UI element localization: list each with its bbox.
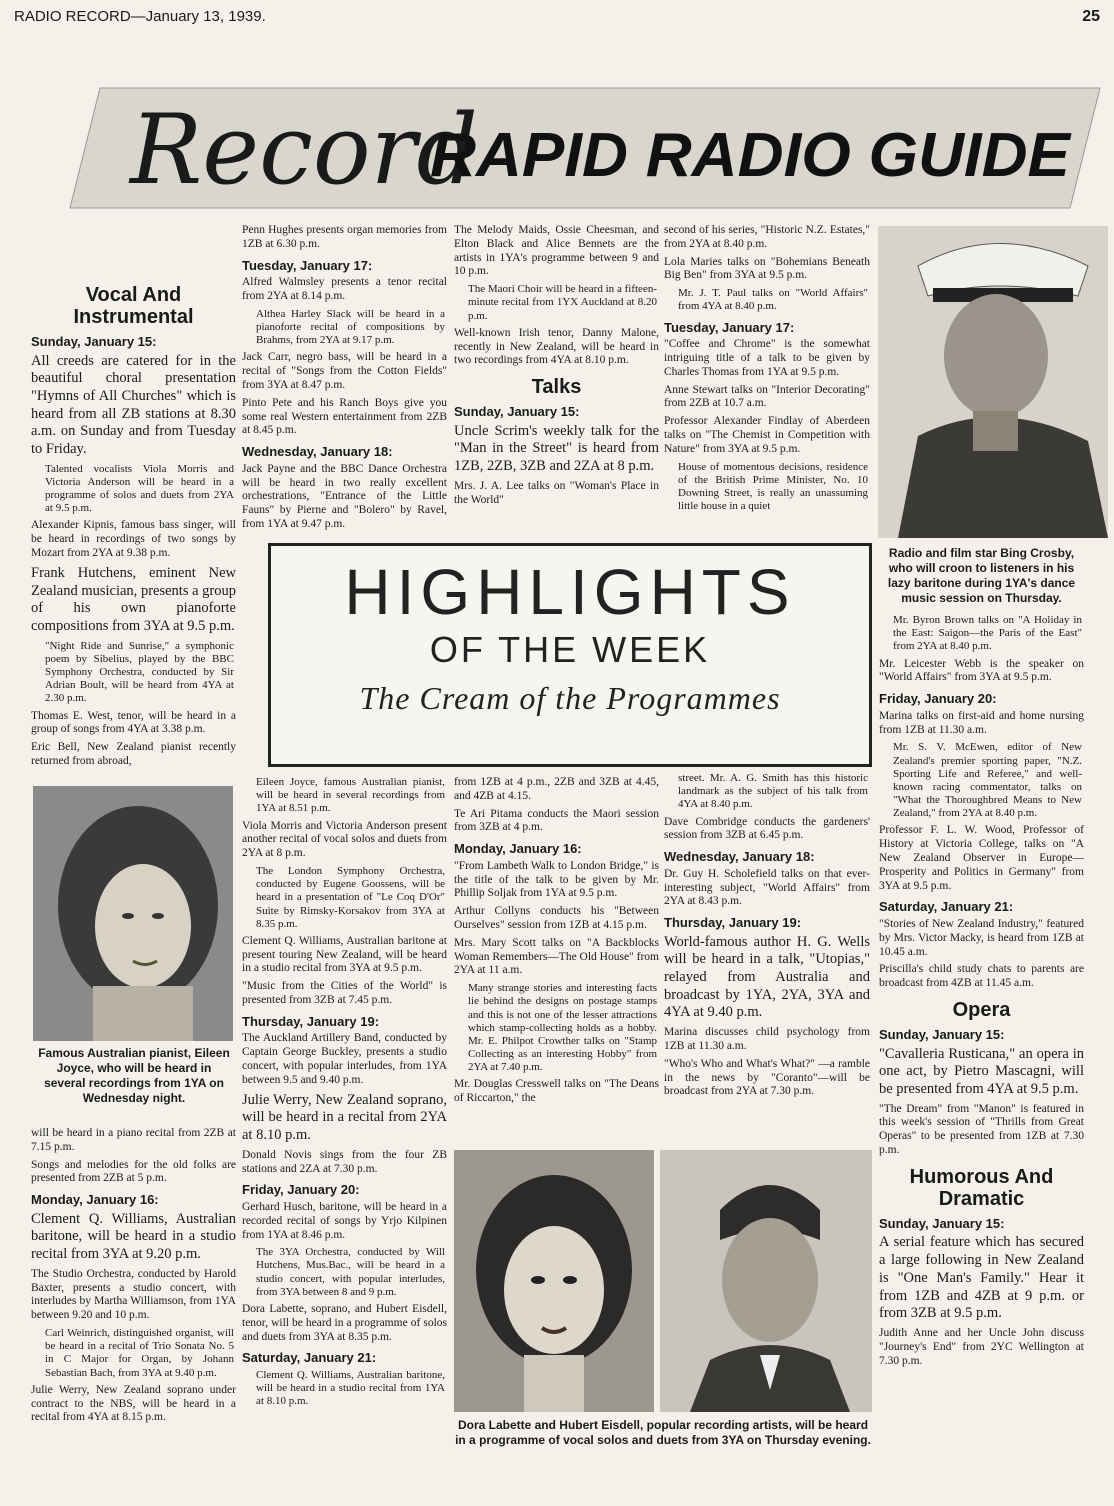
section-heading-opera: Opera	[952, 999, 1011, 1022]
paragraph: second of his series, "Historic N.Z. Estates," from 2YA at 8.40 p.m.	[664, 224, 870, 250]
banner-script: Record	[130, 94, 478, 206]
masthead-banner	[60, 58, 1110, 228]
photo-bing-crosby	[878, 226, 1108, 538]
paragraph: "Music from the Cities of the World" is presented from 3ZB at 7.45 p.m.	[242, 980, 447, 1007]
paragraph: Uncle Scrim's weekly talk for the "Man in the Street" is heard from 1ZB, 2ZB, 3ZB and 2ZA at 8 p.m.	[454, 422, 659, 475]
paragraph: Carl Weinrich, distinguished organist, will be heard in a recital of Trio Sonata No. 5 in C Major for Organ, by Johann Sebastian Bach, from 3YA at 9.40 p.m.	[45, 1327, 234, 1379]
paragraph: Eileen Joyce, famous Australian pianist, will be heard in several recordings from 1YA at 8.51 p.m.	[256, 776, 445, 815]
paragraph: "Cavalleria Rusticana," an opera in one act, by Pietro Mascagni, will be presented from 4YA at 9.5 p.m.	[879, 1045, 1084, 1097]
paragraph: The Maori Choir will be heard in a fifteen-minute recital from 1YX Auckland at 8.20 p.m.	[468, 283, 657, 322]
paragraph: Clement Q. Williams, Australian baritone, will be heard in a studio recital from 1YA at 8.10 p.m.	[256, 1369, 445, 1408]
day-heading: Friday, January 20:	[242, 1182, 360, 1198]
paragraph: World-famous author H. G. Wells will be heard in a talk, "Utopias," relayed from Australia and broadcast by 1YA, 2YA, 3YA and 4YA at 9.40 p.m.	[664, 933, 870, 1021]
banner-title: RAPID RADIO GUIDE	[430, 121, 1072, 190]
paragraph: Jack Carr, negro bass, will be heard in a recital of "Songs from the Cotton Fields" from 3YA at 8.47 p.m.	[242, 351, 447, 391]
paragraph: "Who's Who and What's What?" —a ramble in the news by "Coranto"—will be broadcast from 2YA at 7.30 p.m.	[664, 1057, 870, 1098]
day-heading: Monday, January 16:	[454, 841, 582, 857]
day-heading: Sunday, January 15:	[879, 1215, 1005, 1231]
highlights-subtitle: OF THE WEEK	[429, 629, 711, 670]
paragraph: Donald Novis sings from the four ZB stations and 2ZA at 7.30 p.m.	[242, 1148, 447, 1175]
day-heading: Tuesday, January 17:	[242, 257, 373, 273]
paragraph: Professor Alexander Findlay of Aberdeen talks on "The Chemist in Competition with Nature" from 3YA at 9.5 p.m.	[664, 415, 870, 455]
day-heading: Saturday, January 21:	[242, 1350, 377, 1366]
page-header	[14, 8, 1100, 28]
highlights-title: HIGHLIGHTS	[344, 556, 796, 628]
paragraph: "Coffee and Chrome" is the somewhat intriguing title of a talk to be given by Charles Thomas from 1YA at 9.5 p.m.	[664, 338, 870, 378]
paragraph: Marina talks on first-aid and home nursing from 1ZB at 11.30 a.m.	[879, 709, 1084, 736]
paragraph: Mr. J. T. Paul talks on "World Affairs" from 4YA at 8.40 p.m.	[678, 287, 868, 313]
highlights-tagline: The Cream of the Programmes	[359, 680, 781, 716]
paragraph: Marina discusses child psychology from 1ZB at 11.30 a.m.	[664, 1026, 870, 1052]
paragraph: The 3YA Orchestra, conducted by Will Hutchens, Mus.Bac., will be heard in a studio concert, with popular interludes, from 3YA between 8 and 9 p.m.	[256, 1246, 445, 1298]
paragraph: from 1ZB at 4 p.m., 2ZB and 3ZB at 4.45, and 4ZB at 4.15.	[454, 776, 659, 802]
section-heading-humorous: Humorous And Dramatic	[909, 1165, 1054, 1210]
paragraph: Judith Anne and her Uncle John discuss "Journey's End" from 2YC Wellington at 7.30 p.m.	[879, 1326, 1084, 1367]
day-heading: Sunday, January 15:	[879, 1027, 1005, 1043]
paragraph: All creeds are catered for in the beautiful choral presentation "Hymns of All Churches" which is heard from all ZB stations at 8.30 a.m. on Sunday and from Tuesday to Friday.	[31, 352, 236, 458]
column-4-top	[664, 224, 870, 517]
paragraph: Lola Maries talks on "Bohemians Beneath Big Ben" from 3YA at 9.5 p.m.	[664, 255, 870, 282]
paragraph: Julie Werry, New Zealand soprano, will be heard in a recital from 2YA at 8.10 p.m.	[242, 1091, 447, 1144]
day-heading: Thursday, January 19:	[664, 915, 802, 931]
paragraph: Dr. Guy H. Scholefield talks on that ever-interesting subject, "World Affairs" from 2YA at 8.43 p.m.	[664, 867, 870, 908]
paragraph: Mr. S. V. McEwen, editor of New Zealand's premier sporting paper, "N.Z. Sporting Life and Referee," and well-known racing commentator, talks on "What the Thoroughbred Means to New Zealand," from 2YA at 8.40 p.m.	[893, 741, 1082, 820]
column-vocal-cont	[31, 1127, 236, 1429]
paragraph: Arthur Collyns conducts his "Between Ourselves" session from 1ZB at 4.15 p.m.	[454, 905, 659, 931]
column-3-bottom	[454, 776, 659, 1110]
running-head: RADIO RECORD—January 13, 1939.	[14, 8, 266, 25]
day-heading: Sunday, January 15:	[454, 404, 580, 420]
column-vocal	[31, 276, 236, 773]
paragraph: House of momentous decisions, residence of the British Prime Minister, No. 10 Downing Street, is really an unassuming little house in a quiet	[678, 460, 868, 513]
column-4-bottom	[664, 772, 870, 1103]
paragraph: Mrs. J. A. Lee talks on "Woman's Place in the World"	[454, 479, 659, 506]
day-heading: Tuesday, January 17:	[664, 319, 795, 335]
column-2-top	[242, 224, 447, 536]
paragraph: Te Ari Pitama conducts the Maori session from 3ZB at 4 p.m.	[454, 807, 659, 834]
caption-eileen-joyce: Famous Australian pianist, Eileen Joyce, who will be heard in several recordings from 1YA on Wednesday night.	[38, 1046, 230, 1105]
paragraph: Talented vocalists Viola Morris and Victoria Anderson will be heard in a programme of solos and duets from 2YA at 9.5 p.m.	[45, 462, 234, 515]
day-heading: Sunday, January 15:	[31, 334, 157, 349]
paragraph: street. Mr. A. G. Smith has this historic landmark as the subject of his talk from 4YA at 8.40 p.m.	[678, 772, 868, 811]
photo-hubert-eisdell	[660, 1150, 872, 1412]
paragraph: Songs and melodies for the old folks are presented from 2ZB at 5 p.m.	[31, 1158, 236, 1185]
paragraph: The London Symphony Orchestra, conducted by Eugene Goossens, will be heard in a presentation of "Le Coq D'Or" Suite by Rimsky-Korsakov from 3YA at 8.35 p.m.	[256, 864, 445, 930]
paragraph: Pinto Pete and his Ranch Boys give you some real Western entertainment from 2ZB at 8.45 p.m.	[242, 396, 447, 437]
paragraph: Althea Harley Slack will be heard in a pianoforte recital of compositions by Brahms, from 2YA at 9.17 p.m.	[256, 307, 445, 347]
day-heading: Wednesday, January 18:	[664, 849, 815, 865]
column-3-top	[454, 224, 659, 511]
paragraph: Professor F. L. W. Wood, Professor of History at Victoria College, talks on "A New Zealand Observer in Europe—Prosperity and Politics in Germany" from 3YA at 9.5 p.m.	[879, 824, 1084, 892]
paragraph: The Auckland Artillery Band, conducted by Captain George Buckley, presents a studio concert, with popular interludes, from 1YA between 9.5 and 9.40 p.m.	[242, 1032, 447, 1086]
paragraph: Alexander Kipnis, famous bass singer, will be heard in recordings of two songs by Mozart from 2YA at 9.38 p.m.	[31, 519, 236, 560]
paragraph: Viola Morris and Victoria Anderson present another recital of vocal solos and duets from 2YA at 8 p.m.	[242, 819, 447, 860]
paragraph: "From Lambeth Walk to London Bridge," is the title of the talk to be given by Mr. Phillip Soljak from 1YA at 9.5 p.m.	[454, 859, 659, 900]
day-heading: Saturday, January 21:	[879, 899, 1014, 915]
paragraph: Dora Labette, soprano, and Hubert Eisdell, tenor, will be heard in a programme of solos and duets from 3YA at 8.35 p.m.	[242, 1303, 447, 1343]
paragraph: Clement Q. Williams, Australian baritone at present touring New Zealand, will be heard in a studio recital from 3YA at 9.5 p.m.	[242, 934, 447, 975]
paragraph: Thomas E. West, tenor, will be heard in a group of songs from 4YA at 3.38 p.m.	[31, 709, 236, 736]
highlights-box	[268, 543, 872, 767]
caption-dora-hubert: Dora Labette and Hubert Eisdell, popular recording artists, will be heard in a programme of vocal solos and duets from 3YA on Thursday evening.	[455, 1418, 871, 1447]
day-heading: Thursday, January 19:	[242, 1013, 380, 1029]
paragraph: The Melody Maids, Ossie Cheesman, and Elton Black and Alice Bennets are the artists in 1YA's programme between 9 and 10 p.m.	[454, 224, 659, 278]
paragraph: Julie Werry, New Zealand soprano under contract to the NBS, will be heard in a recital from 4YA at 8.15 p.m.	[31, 1383, 236, 1424]
day-heading: Monday, January 16:	[31, 1192, 159, 1208]
paragraph: Mr. Douglas Cresswell talks on "The Deans of Riccarton," the	[454, 1078, 659, 1105]
paragraph: The Studio Orchestra, conducted by Harold Baxter, presents a studio concert, with interludes by Martha Williamson, from 1YA between 9.20 and 10 p.m.	[31, 1267, 236, 1322]
paragraph: Many strange stories and interesting facts lie behind the designs on postage stamps and this is not one of the lesser attractions which stamp-collecting holds as a hobby. Mr. E. Philpot Crowther talks on "Stamp Collecting as an interesting Hobby" from 2YA at 7.40 p.m.	[468, 982, 657, 1074]
photo-dora-labette	[454, 1150, 654, 1412]
paragraph: Penn Hughes presents organ memories from 1ZB at 6.30 p.m.	[242, 224, 447, 250]
paragraph: A serial feature which has secured a large following in New Zealand is "One Man's Family." Hear it from 1ZB and 4ZB at 9 p.m. or from 3ZB at 9.5 p.m.	[879, 1234, 1084, 1322]
paragraph: Anne Stewart talks on "Interior Decorating" from 2ZB at 10.7 a.m.	[664, 383, 870, 410]
paragraph: Jack Payne and the BBC Dance Orchestra will be heard in two really excellent orchestrations, "Entrance of the Little Fauns" by Pierne and "Bolero" by Ravel, from 1YA at 9.47 p.m.	[242, 462, 447, 530]
caption-bing-crosby: Radio and film star Bing Crosby, who will croon to listeners in his lazy baritone during 1YA's dance music session on Thursday.	[887, 546, 1076, 605]
paragraph: Mr. Leicester Webb is the speaker on "World Affairs" from 3YA at 9.5 p.m.	[879, 657, 1084, 684]
day-heading: Wednesday, January 18:	[242, 444, 393, 460]
paragraph: Dave Combridge conducts the gardeners' session from 3ZB at 6.45 p.m.	[664, 815, 870, 842]
section-heading-talks: Talks	[531, 376, 582, 399]
paragraph: Mrs. Mary Scott talks on "A Backblocks Woman Remembers—The Old House" from 2YA at 11 a.m.	[454, 936, 659, 977]
column-2-bottom	[242, 776, 447, 1413]
paragraph: "Night Ride and Sunrise," a symphonic poem by Sibelius, played by the BBC Symphony Orchestra, conducted by Sir Adrian Boult, will be heard from 4YA at 2.30 p.m.	[45, 639, 234, 705]
column-5	[879, 546, 1084, 1372]
photo-eileen-joyce	[33, 786, 233, 1041]
paragraph: Well-known Irish tenor, Danny Malone, recently in New Zealand, will be heard in two recordings from 4YA at 8.10 p.m.	[454, 326, 659, 367]
paragraph: "The Dream" from "Manon" is featured in this week's session of "Thrills from Great Operas" to be presented from 1ZB at 7.30 p.m.	[879, 1102, 1084, 1157]
paragraph: will be heard in a piano recital from 2ZB at 7.15 p.m.	[31, 1127, 236, 1153]
page-number: 25	[1082, 8, 1100, 25]
paragraph: "Stories of New Zealand Industry," featured by Mrs. Victor Macky, is heard from 1ZB at 10.45 a.m.	[879, 918, 1084, 958]
paragraph: Gerhard Husch, baritone, will be heard in a recorded recital of songs by Yrjo Kilpinen from 1YA at 8.46 p.m.	[242, 1200, 447, 1241]
paragraph: Priscilla's child study chats to parents are broadcast from 4ZB at 11.45 a.m.	[879, 963, 1084, 990]
section-heading-vocal: Vocal And Instrumental	[73, 284, 194, 328]
paragraph: Mr. Byron Brown talks on "A Holiday in the East: Saigon—the Paris of the East" from 2YA at 8.40 p.m.	[893, 614, 1082, 653]
day-heading: Friday, January 20:	[879, 691, 997, 707]
paragraph: Alfred Walmsley presents a tenor recital from 2YA at 8.14 p.m.	[242, 276, 447, 302]
paragraph: Clement Q. Williams, Australian baritone, will be heard in a studio recital from 3YA at 9.20 p.m.	[31, 1210, 236, 1263]
paragraph: Eric Bell, New Zealand pianist recently returned from abroad,	[31, 741, 236, 767]
paragraph: Frank Hutchens, eminent New Zealand musician, presents a group of his own pianoforte compositions from 3YA at 9.5 p.m.	[31, 564, 236, 634]
